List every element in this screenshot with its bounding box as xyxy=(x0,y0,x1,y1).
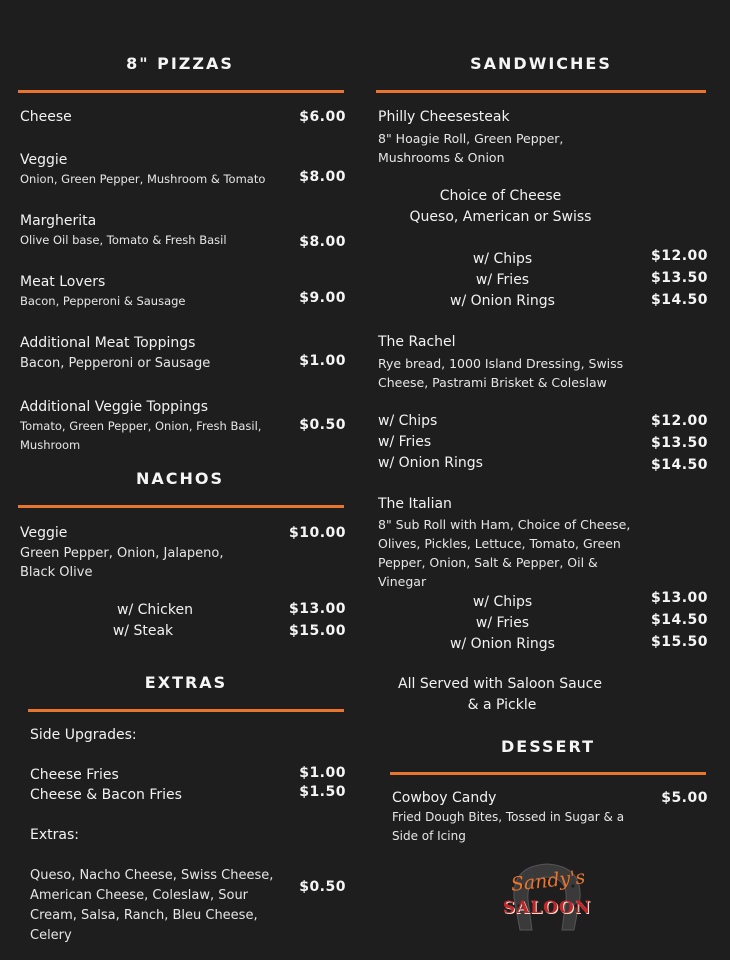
philly-name: Philly Cheesesteak xyxy=(378,109,510,125)
philly-desc: 8" Hoagie Roll, Green Pepper, Mushrooms & Onion xyxy=(378,131,564,165)
philly-rings-price: $14.50 xyxy=(650,292,708,308)
extras-divider xyxy=(28,709,344,712)
extras-cheese-bacon-fries-price: $1.50 xyxy=(299,784,346,800)
extras-cheese-fries: Cheese Fries xyxy=(30,767,119,783)
pizza-veggie-toppings-name: Additional Veggie Toppings xyxy=(20,399,209,415)
dessert-price: $5.00 xyxy=(661,790,708,806)
logo-script-text: Sandy's xyxy=(509,866,587,896)
dessert-desc: Fried Dough Bites, Tossed in Sugar & a Side of Icing xyxy=(392,810,625,843)
pizza-cheese-price: $6.00 xyxy=(299,109,346,125)
pizza-meat-toppings-name: Additional Meat Toppings xyxy=(20,335,196,351)
dessert-heading: DESSERT xyxy=(501,737,595,756)
nachos-veggie-desc: Green Pepper, Onion, Jalapeno, Black Olive xyxy=(20,546,224,580)
nachos-steak-label: w/ Steak xyxy=(112,623,174,639)
rachel-fries-price: $13.50 xyxy=(650,435,708,451)
extras-heading: EXTRAS xyxy=(144,673,228,692)
extras-cheese-bacon-fries: Cheese & Bacon Fries xyxy=(30,787,182,803)
italian-chips-label: w/ Chips xyxy=(472,594,533,610)
philly-chips-label: w/ Chips xyxy=(472,251,533,267)
philly-cheese-options: Queso, American or Swiss xyxy=(409,209,592,225)
pizza-veggie-desc: Onion, Green Pepper, Mushroom & Tomato xyxy=(20,172,266,186)
nachos-chicken-price: $13.00 xyxy=(288,601,346,617)
italian-desc: 8" Sub Roll with Ham, Choice of Cheese, Olives, Pickles, Lettuce, Tomato, Green Pepper, Onion, Salt & Pepper, Oil & Vinegar xyxy=(378,517,631,589)
italian-fries-price: $14.50 xyxy=(650,612,708,628)
nachos-heading: NACHOS xyxy=(135,469,225,488)
nachos-divider xyxy=(18,505,344,508)
philly-cheese-title: Choice of Cheese xyxy=(439,188,562,204)
rachel-name: The Rachel xyxy=(378,334,456,350)
nachos-steak-price: $15.00 xyxy=(288,623,346,639)
extras-cheese-fries-price: $1.00 xyxy=(299,765,346,781)
italian-rings-label: w/ Onion Rings xyxy=(450,636,555,652)
philly-rings-label: w/ Onion Rings xyxy=(450,293,555,309)
nachos-veggie-price: $10.00 xyxy=(288,525,346,541)
pizza-veggie-name: Veggie xyxy=(20,152,68,168)
pizza-veggie-price: $8.00 xyxy=(299,169,346,185)
italian-chips-price: $13.00 xyxy=(650,590,708,606)
sandwiches-heading: SANDWICHES xyxy=(470,54,612,73)
italian-fries-label: w/ Fries xyxy=(475,615,530,631)
logo-word-text: SALOON xyxy=(502,898,592,918)
philly-chips-price: $12.00 xyxy=(650,248,708,264)
sandwiches-divider xyxy=(376,90,706,93)
pizza-margherita-desc: Olive Oil base, Tomato & Fresh Basil xyxy=(20,233,227,247)
pizza-cheese-name: Cheese xyxy=(20,109,72,125)
rachel-fries-label: w/ Fries xyxy=(378,434,432,450)
rachel-desc: Rye bread, 1000 Island Dressing, Swiss Cheese, Pastrami Brisket & Coleslaw xyxy=(378,356,624,390)
rachel-rings-price: $14.50 xyxy=(650,457,708,473)
pizza-meatlovers-price: $9.00 xyxy=(299,290,346,306)
pizza-meatlovers-desc: Bacon, Pepperoni & Sausage xyxy=(20,294,186,308)
pizza-veggie-toppings-price: $0.50 xyxy=(299,417,346,433)
pizza-meat-toppings-price: $1.00 xyxy=(299,353,346,369)
extras-list-price: $0.50 xyxy=(299,879,346,895)
extras-list: Queso, Nacho Cheese, Swiss Cheese, American Cheese, Coleslaw, Sour Cream, Salsa, Ranch, Bleu Cheese, Celery xyxy=(30,868,274,943)
dessert-divider xyxy=(390,772,706,775)
pizza-margherita-name: Margherita xyxy=(20,213,97,229)
pizza-veggie-toppings-desc: Tomato, Green Pepper, Onion, Fresh Basil, Mushroom xyxy=(20,419,262,452)
rachel-chips-price: $12.00 xyxy=(650,413,708,429)
dessert-name: Cowboy Candy xyxy=(392,790,497,806)
pizza-margherita-price: $8.00 xyxy=(299,234,346,250)
pizzas-divider xyxy=(18,90,344,93)
served-note-line2: & a Pickle xyxy=(467,697,537,713)
saloon-logo xyxy=(500,858,595,938)
nachos-veggie-name: Veggie xyxy=(20,525,68,541)
pizzas-heading: 8" PIZZAS xyxy=(126,54,234,73)
italian-name: The Italian xyxy=(378,496,452,512)
served-note-line1: All Served with Saloon Sauce xyxy=(398,676,602,692)
pizza-meatlovers-name: Meat Lovers xyxy=(20,274,106,290)
extras-side-upgrades-label: Side Upgrades: xyxy=(30,727,137,743)
rachel-rings-label: w/ Onion Rings xyxy=(378,455,483,471)
nachos-chicken-label: w/ Chicken xyxy=(117,602,193,618)
pizza-meat-toppings-desc: Bacon, Pepperoni or Sausage xyxy=(20,356,211,371)
rachel-chips-label: w/ Chips xyxy=(378,413,438,429)
italian-rings-price: $15.50 xyxy=(650,634,708,650)
philly-fries-price: $13.50 xyxy=(650,270,708,286)
philly-fries-label: w/ Fries xyxy=(475,272,530,288)
extras-extras-label: Extras: xyxy=(30,827,79,843)
